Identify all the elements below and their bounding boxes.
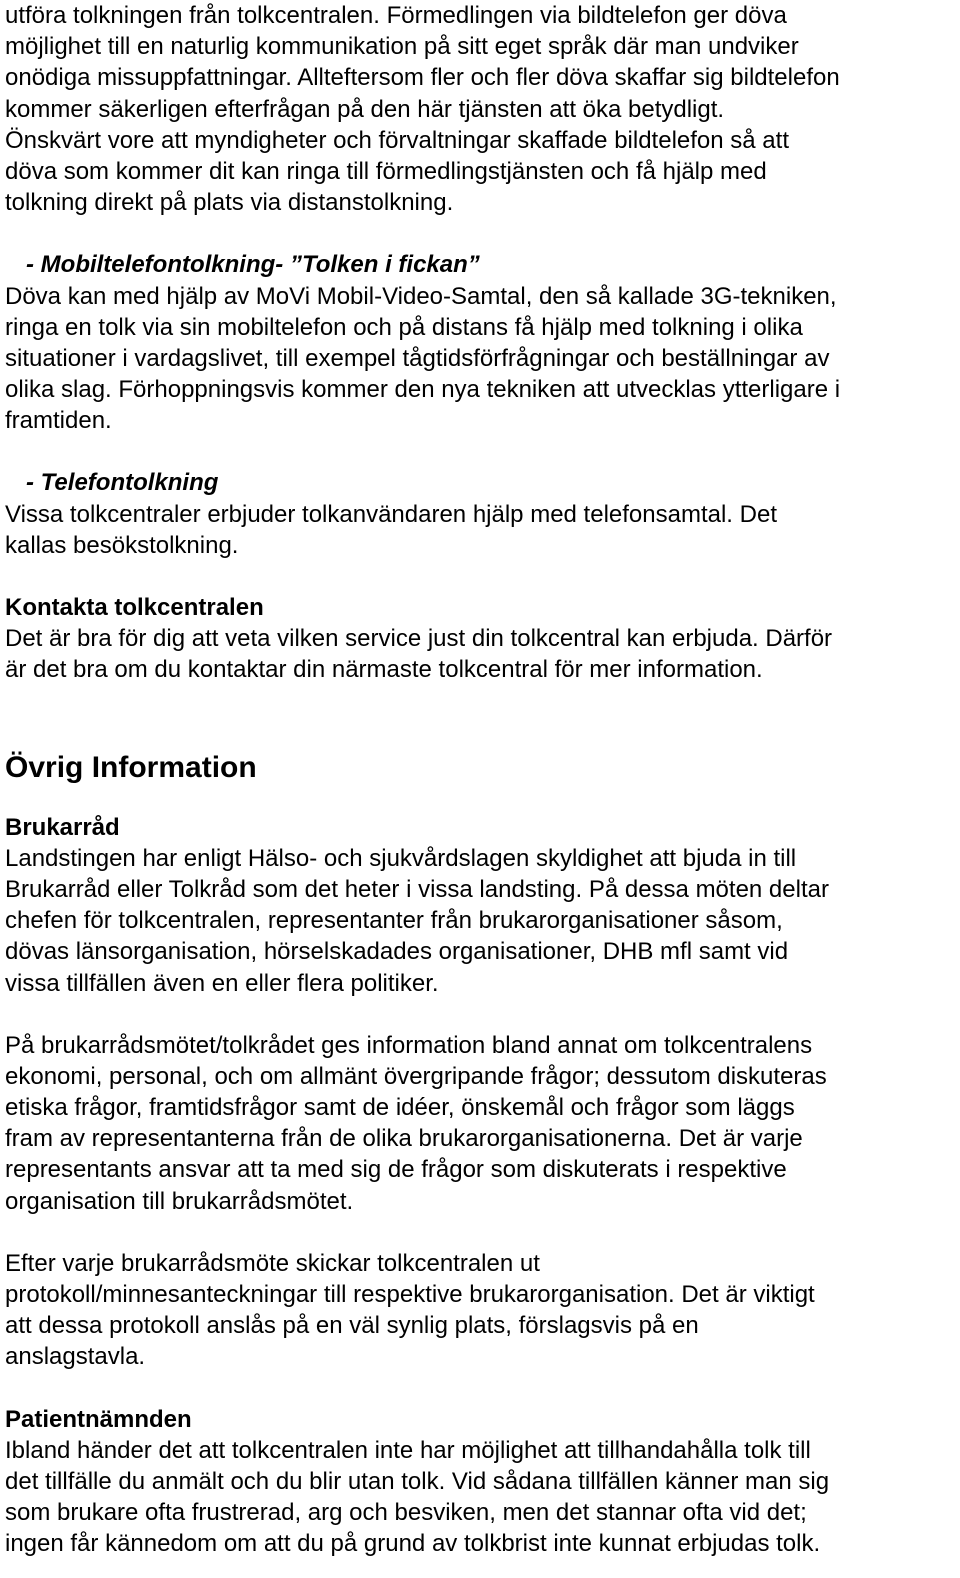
spacer	[5, 686, 955, 748]
spacer	[5, 1373, 955, 1404]
spacer	[5, 561, 955, 592]
mobile-interpreting-heading: - Mobiltelefontolkning- ”Tolken i fickan”	[26, 251, 480, 279]
text-line: chefen för tolkcentralen, representanter från brukarorganisationer såsom,	[5, 907, 783, 935]
text-line: framtiden.	[5, 407, 112, 435]
text-line: ekonomi, personal, och om allmänt övergripande frågor; dessutom diskuteras	[5, 1062, 827, 1090]
text-line: etiska frågor, framtidsfrågor samt de idéer, önskemål och frågor som läggs	[5, 1094, 795, 1122]
text-line: är det bra om du kontaktar din närmaste tolkcentral för mer information.	[5, 656, 763, 684]
other-information-heading: Övrig Information	[5, 750, 257, 784]
text-line: På brukarrådsmötet/tolkrådet ges information bland annat om tolkcentralens	[5, 1031, 813, 1059]
phone-interpreting-heading: - Telefontolkning	[26, 469, 219, 497]
spacer	[5, 218, 955, 249]
text-line: Brukarråd eller Tolkråd som det heter i vissa landsting. På dessa möten deltar	[5, 875, 829, 903]
patient-board-section	[5, 1404, 955, 1560]
text-line: situationer i vardagslivet, till exempel tågtidsförfrågningar och beställningar av	[5, 344, 830, 372]
text-line: Önskvärt vore att myndigheter och förvaltningar skaffade bildtelefon så att	[5, 126, 789, 154]
text-line: Efter varje brukarrådsmöte skickar tolkcentralen ut	[5, 1249, 540, 1277]
patient-board-heading: Patientnämnden	[5, 1405, 192, 1433]
text-line: organisation till brukarrådsmötet.	[5, 1187, 354, 1215]
document-page	[5, 0, 955, 1560]
text-line: möjlighet till en naturlig kommunikation på sitt eget språk där man undviker	[5, 33, 799, 61]
text-line: Det är bra för dig att veta vilken service just din tolkcentral kan erbjuda. Därför	[5, 625, 833, 653]
user-council-heading: Brukarråd	[5, 813, 120, 841]
text-line: kommer säkerligen efterfrågan på den här tjänsten att öka betydligt.	[5, 95, 725, 123]
text-line: representants ansvar att ta med sig de frågor som diskuterats i respektive	[5, 1156, 787, 1184]
text-line: Ibland händer det att tolkcentralen inte har möjlighet att tillhandahålla tolk till	[5, 1436, 811, 1464]
phone-interpreting-section	[5, 467, 955, 561]
text-line: att dessa protokoll anslås på en väl synlig plats, förslagsvis på en	[5, 1312, 699, 1340]
spacer	[5, 999, 955, 1030]
user-council-section	[5, 812, 955, 1373]
text-line: Vissa tolkcentraler erbjuder tolkanvändaren hjälp med telefonsamtal. Det	[5, 500, 777, 528]
text-line: olika slag. Förhoppningsvis kommer den nya tekniken att utvecklas ytterligare i	[5, 376, 841, 404]
mobile-interpreting-section	[5, 249, 955, 436]
intro-paragraph	[5, 0, 955, 218]
text-line: vissa tillfällen även en eller flera politiker.	[5, 969, 439, 997]
contact-heading: Kontakta tolkcentralen	[5, 594, 264, 621]
text-line: fram av representanterna från de olika brukarorganisationerna. Det är varje	[5, 1125, 803, 1153]
contact-section	[5, 592, 955, 686]
text-line: Landstingen har enligt Hälso- och sjukvårdslagen skyldighet att bjuda in till	[5, 844, 797, 872]
text-line: som brukare ofta frustrerad, arg och besviken, men det stannar ofta vid det;	[5, 1499, 807, 1527]
text-line: protokoll/minnesanteckningar till respektive brukarorganisation. Det är viktigt	[5, 1281, 815, 1308]
text-line: ringa en tolk via sin mobiltelefon och på distans få hjälp med tolkning i olika	[5, 313, 803, 341]
text-line: det tillfälle du anmält och du blir utan tolk. Vid sådana tillfällen känner man sig	[5, 1467, 830, 1495]
text-line: anslagstavla.	[5, 1343, 146, 1371]
text-line: utföra tolkningen från tolkcentralen. Förmedlingen via bildtelefon ger döva	[5, 2, 787, 29]
spacer	[5, 788, 955, 812]
text-line: tolkning direkt på plats via distanstolkning.	[5, 189, 454, 217]
spacer	[5, 1217, 955, 1248]
text-line: dövas länsorganisation, hörselskadades organisationer, DHB mfl samt vid	[5, 938, 789, 966]
text-line: döva som kommer dit kan ringa till förmedlingstjänsten och få hjälp med	[5, 157, 767, 185]
spacer	[5, 436, 955, 467]
text-line: ingen får kännedom om att du på grund av tolkbrist inte kunnat erbjudas tolk.	[5, 1530, 821, 1558]
text-line: Döva kan med hjälp av MoVi Mobil-Video-Samtal, den så kallade 3G-tekniken,	[5, 282, 837, 310]
text-line: kallas besökstolkning.	[5, 531, 239, 559]
text-line: onödiga missuppfattningar. Allteftersom fler och fler döva skaffar sig bildtelefon	[5, 64, 840, 92]
